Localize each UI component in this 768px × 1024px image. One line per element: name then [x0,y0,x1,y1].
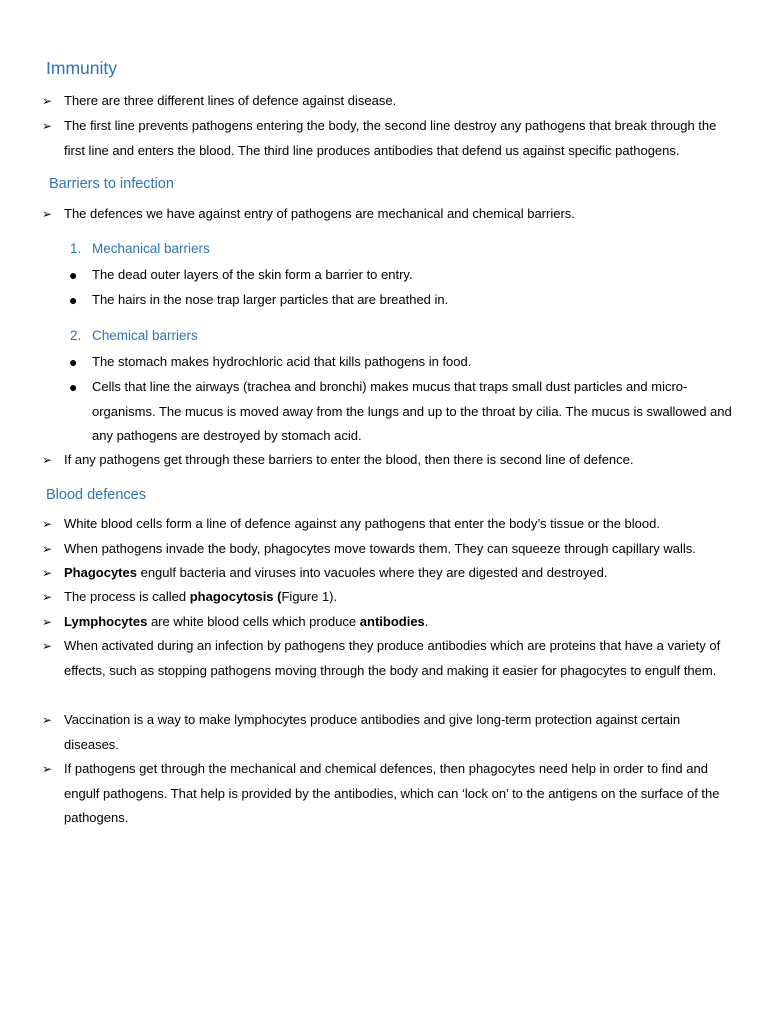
blood-item-vaccination-text: Vaccination is a way to make lymphocytes produce antibodies and give long-term protection against certain diseases. [64,712,681,752]
chemical-number: 2. [70,328,82,343]
intro-item-1 [42,89,734,114]
process-text-post: Figure 1). [281,589,338,604]
arrow-bullet-icon: ➢ [42,639,53,653]
blood-item-white-cells-text: White blood cells form a line of defence against any pathogens that enter the body’s tissue or the blood. [64,516,660,531]
arrow-bullet-icon: ➢ [42,207,53,221]
barriers-heading: Barriers to infection [49,176,174,192]
blood-item-activated [42,634,734,683]
process-text-pre: The process is called [64,589,190,604]
mechanical-item-1-text: The dead outer layers of the skin form a barrier to entry. [92,267,413,282]
arrow-bullet-icon: ➢ [42,590,53,604]
chemical-item-1 [69,350,732,375]
arrow-bullet-icon: ➢ [42,453,53,467]
chemical-barriers-heading [70,328,198,343]
dot-bullet-icon: ● [69,354,78,370]
blood-item-phagocytes [42,561,734,586]
blood-item-help [42,757,734,831]
barriers-intro-text: The defences we have against entry of pathogens are mechanical and chemical barriers. [64,206,575,221]
chemical-item-1-text: The stomach makes hydrochloric acid that kills pathogens in food. [92,354,472,369]
lymphocytes-term: Lymphocytes [64,614,148,629]
barriers-intro [42,202,734,227]
blood-item-invade-text: When pathogens invade the body, phagocytes move towards them. They can squeeze through capillary walls. [64,541,696,556]
dot-bullet-icon: ● [69,292,78,308]
blood-item-white-cells [42,512,734,537]
mechanical-item-1 [69,263,732,288]
mechanical-number: 1. [70,241,82,256]
antibodies-term: antibodies [359,614,425,629]
blood-defences-heading: Blood defences [46,487,146,503]
phagocytosis-term: phagocytosis ( [189,589,282,604]
mechanical-item-2-text: The hairs in the nose trap larger particles that are breathed in. [92,292,449,307]
intro-item-2-text: The first line prevents pathogens entering the body, the second line destroy any pathogens that break through the first line and enters the blood. The third line produces antibodies that defend us against specific pathogens. [64,118,717,158]
chemical-item-2 [69,375,732,449]
mechanical-heading-text: Mechanical barriers [92,241,210,256]
blood-item-lymphocytes [42,610,734,635]
blood-item-activated-text: When activated during an infection by pathogens they produce antibodies which are proteins that have a variety of effects, such as stopping pathogens moving through the body and making it easier for phagocytes to engulf them. [64,638,721,678]
intro-item-1-text: There are three different lines of defence against disease. [64,93,397,108]
blood-item-help-text: If pathogens get through the mechanical and chemical defences, then phagocytes need help in order to find and engulf pathogens. That help is provided by the antibodies, which can ‘lock on’ to the antigens on the surface of the pathogens. [64,761,720,825]
chemical-item-2-text: Cells that line the airways (trachea and bronchi) makes mucus that traps small dust particles and micro-organisms. The mucus is moved away from the lungs and up to the throat by cilia. The mucus is swallowed and any pathogens are destroyed by stomach acid. [92,379,732,443]
blood-item-invade [42,537,734,562]
chemical-heading-text: Chemical barriers [92,328,198,343]
arrow-bullet-icon: ➢ [42,94,53,108]
page-title: Immunity [46,58,117,78]
intro-item-2 [42,114,734,163]
arrow-bullet-icon: ➢ [42,713,53,727]
lymphocytes-text-end: . [424,614,429,629]
barriers-outro [42,448,734,473]
arrow-bullet-icon: ➢ [42,566,53,580]
blood-item-vaccination [42,708,734,757]
arrow-bullet-icon: ➢ [42,762,53,776]
lymphocytes-text: are white blood cells which produce [147,614,360,629]
arrow-bullet-icon: ➢ [42,542,53,556]
mechanical-barriers-heading [70,241,210,256]
arrow-bullet-icon: ➢ [42,119,53,133]
blood-item-process [42,585,734,610]
dot-bullet-icon: ● [69,267,78,283]
arrow-bullet-icon: ➢ [42,615,53,629]
dot-bullet-icon: ● [69,379,78,395]
mechanical-item-2 [69,288,732,313]
barriers-outro-text: If any pathogens get through these barriers to enter the blood, then there is second line of defence. [64,452,634,467]
phagocytes-text: engulf bacteria and viruses into vacuoles where they are digested and destroyed. [136,565,608,580]
phagocytes-term: Phagocytes [64,565,137,580]
arrow-bullet-icon: ➢ [42,517,53,531]
